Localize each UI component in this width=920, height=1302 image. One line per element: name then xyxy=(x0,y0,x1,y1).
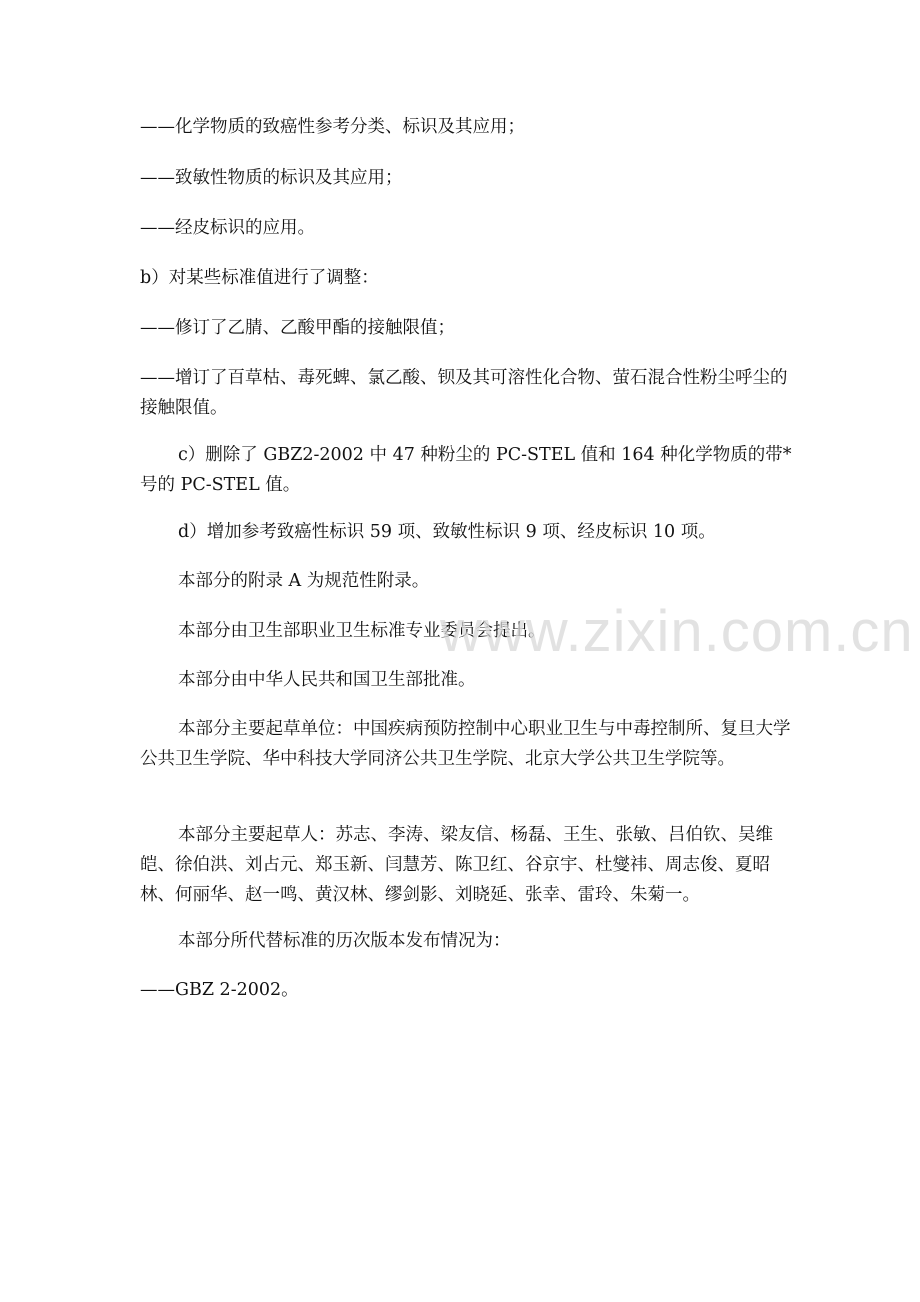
line-added-limits: ——增订了百草枯、毒死蜱、氯乙酸、钡及其可溶性化合物、萤石混合性粉尘呼尘的接触限值。 xyxy=(140,368,788,418)
line-revised-limits: ——修订了乙腈、乙酸甲酯的接触限值； xyxy=(140,318,455,338)
line-gbz-2002: ——GBZ 2-2002。 xyxy=(140,980,299,1000)
line-section-b: b）对某些标准值进行了调整： xyxy=(140,268,379,288)
line-drafters: 本部分主要起草人：苏志、李涛、梁友信、杨磊、王生、张敏、吕伯钦、吴维皑、徐伯洪、刘占元、郑玉新、闫慧芳、陈卫红、谷京宇、杜燮祎、周志俊、夏昭林、何丽华、赵一鸣、黄汉林、缪剑影、刘晓延、张幸、雷玲、朱菊一。 xyxy=(140,825,773,905)
line-section-d: d）增加参考致癌性标识 59 项、致敏性标识 9 项、经皮标识 10 项。 xyxy=(178,522,716,542)
line-approved-by: 本部分由中华人民共和国卫生部批准。 xyxy=(178,670,476,690)
line-sensitizer-labeling: ——致敏性物质的标识及其应用； xyxy=(140,168,403,188)
line-proposed-by: 本部分由卫生部职业卫生标准专业委员会提出。 xyxy=(178,621,546,641)
line-version-history: 本部分所代替标准的历次版本发布情况为： xyxy=(178,931,511,951)
line-skin-notation: ——经皮标识的应用。 xyxy=(140,218,315,238)
watermark: www.zixin.com.cn xyxy=(440,599,914,664)
line-appendix-note: 本部分的附录 A 为规范性附录。 xyxy=(178,571,430,591)
line-drafting-units: 本部分主要起草单位：中国疾病预防控制中心职业卫生与中毒控制所、复旦大学公共卫生学院、华中科技大学同济公共卫生学院、北京大学公共卫生学院等。 xyxy=(140,719,791,769)
line-section-c: c）删除了 GBZ2-2002 中 47 种粉尘的 PC-STEL 值和 164 种化学物质的带*号的 PC-STEL 值。 xyxy=(140,445,792,495)
line-carcinogen-classification: ——化学物质的致癌性参考分类、标识及其应用； xyxy=(140,117,525,137)
